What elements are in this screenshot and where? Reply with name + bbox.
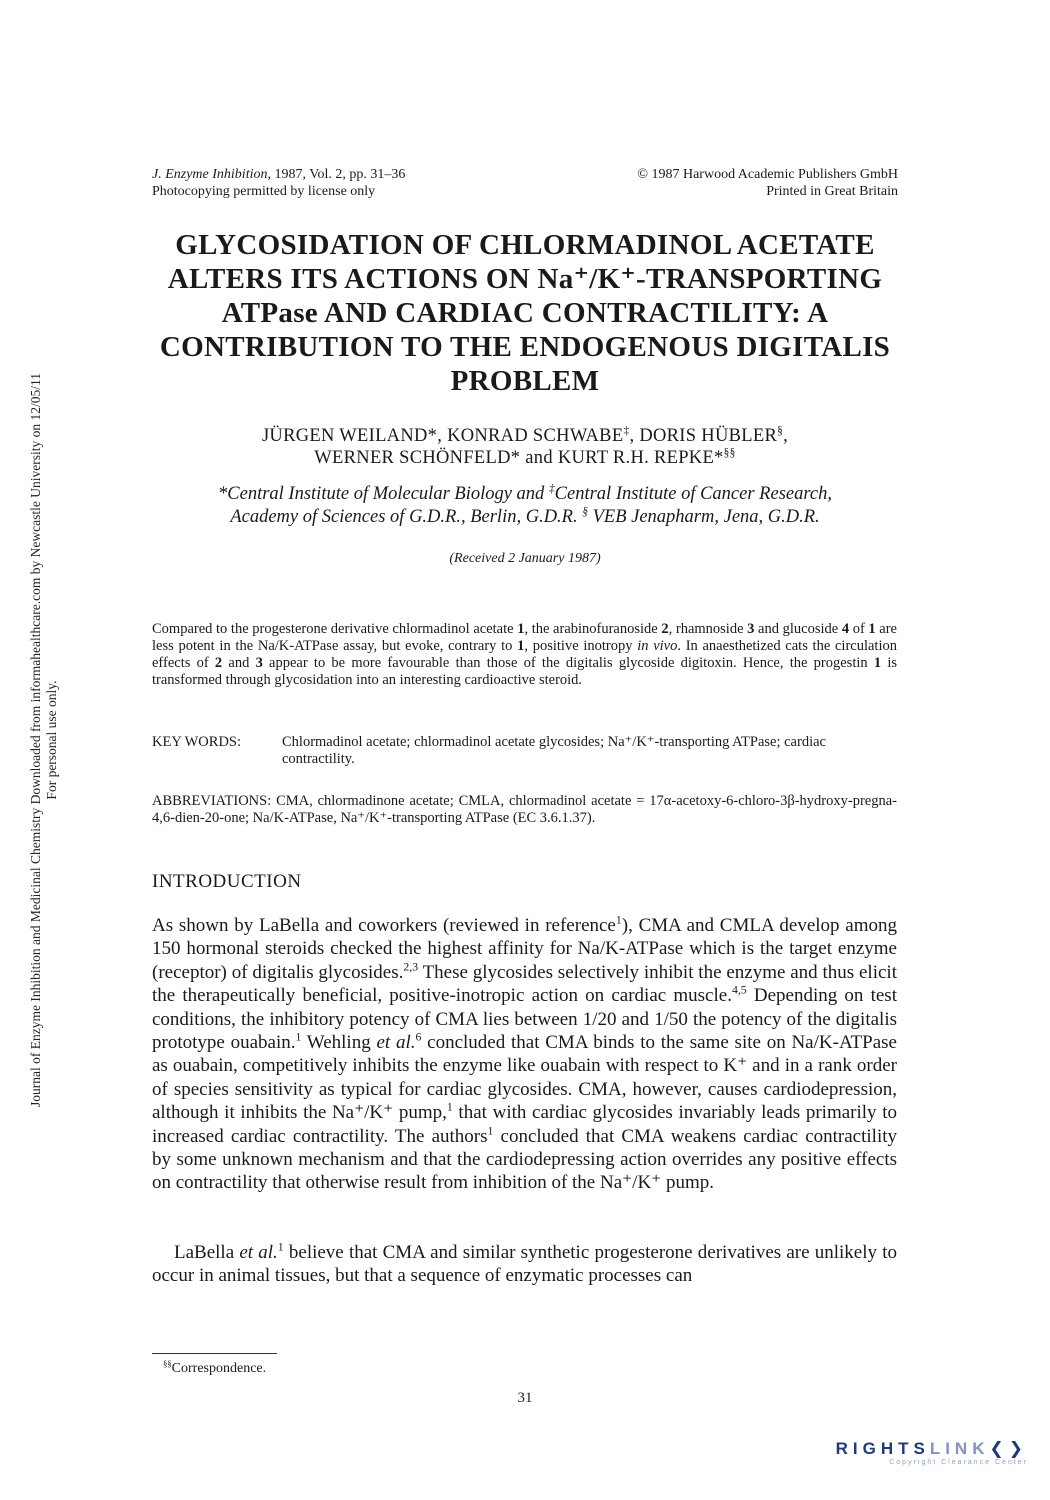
author-schonfeld: WERNER SCHÖNFELD* xyxy=(314,448,521,468)
author-mark: ‡ xyxy=(623,424,630,437)
affiliation-text: Academy of Sciences of G.D.R., Berlin, G.D.R. xyxy=(230,507,583,527)
logo-arrow-icon: ❮❯ xyxy=(989,1439,1028,1458)
affiliation-text: VEB Jenapharm, Jena, G.D.R. xyxy=(587,507,820,527)
citation-ref: 2,3 xyxy=(403,960,419,974)
watermark-line-1: Journal of Enzyme Inhibition and Medicinal Chemistry Downloaded from informahealthcare.com by Newcastle University on 12/05/11 xyxy=(28,373,43,1107)
publisher-header xyxy=(637,166,898,200)
author-conjunction: and xyxy=(525,448,553,468)
affiliation-text: *Central Institute of Molecular Biology and xyxy=(218,484,549,504)
author-repke: KURT R.H. REPKE* xyxy=(557,448,724,468)
footnote-mark: §§ xyxy=(163,1358,172,1369)
page-number: 31 xyxy=(517,1390,533,1406)
intro-paragraph-2: LaBella et al.$^1$ believe that CMA and similar synthetic progesterone derivatives are unlikely to occur in animal tissues, but that a sequence of enzymatic processes can xyxy=(152,1240,897,1287)
author-mark: § xyxy=(777,424,784,437)
journal-name: J. Enzyme Inhibition xyxy=(152,167,268,182)
intro-paragraph-1: As shown by LaBella and coworkers (reviewed in reference$^1$), CMA and CMLA develop among 150 hormonal steroids checked the highest affinity for Na/K-ATPase which is the target enzyme (receptor) of digitalis glycosides.$^{2,3}$ These glycosides selectively inhibit the enzyme and thus elicit the therapeutically beneficial, positive-inotropic action on cardiac muscle.$^{4,5}$ Depending on test conditions, the inhibitory potency of CMA lies between 1/20 and 1/50 the potency of the digitalis prototype ouabain.$^1$ Wehling et al.$^6$ concluded that CMA binds to the same site on Na/K-ATPase as ouabain, competitively inhibits the enzyme like ouabain with respect to K⁺ and in a rank order of species sensitivity as typical for cardiac glycosides. CMA, however, causes cardiodepression, although it inhibits the Na⁺/K⁺ pump,$^1$ that with cardiac glycosides invariably leads primarily to increased cardiac contractility. The authors$^1$ concluded that CMA weakens cardiac contractility by some unknown mechanism and that the cardiodepressing action overrides any positive effects on contractility that otherwise result from inhibition of the Na⁺/K⁺ pump. xyxy=(152,913,898,1194)
keywords-label: KEY WORDS: xyxy=(152,734,242,750)
license-note: Photocopying permitted by license only xyxy=(152,184,376,199)
citation-ref: 1 xyxy=(615,913,622,927)
citation-ref: 1 xyxy=(295,1030,302,1044)
citation-ref: 1 xyxy=(487,1124,494,1138)
affiliation-text: Central Institute of Cancer Research, xyxy=(554,484,832,504)
affiliation-mark: ‡ xyxy=(548,482,555,495)
printed-line: Printed in Great Britain xyxy=(766,184,898,199)
author-mark: §§ xyxy=(723,446,736,459)
watermark-line-2: For personal use only. xyxy=(44,680,59,800)
footnote-rule xyxy=(152,1353,277,1354)
author-weiland: JÜRGEN WEILAND* xyxy=(261,426,438,446)
affiliation-mark: § xyxy=(582,505,588,518)
copyright-line: © 1987 Harwood Academic Publishers GmbH xyxy=(637,167,898,182)
author-hubler: DORIS HÜBLER xyxy=(639,426,778,446)
logo-part-2: LINK xyxy=(929,1439,990,1458)
author-schwabe: KONRAD SCHWABE xyxy=(447,426,624,446)
logo-subtitle: Copyright Clearance Center xyxy=(889,1459,1028,1466)
journal-citation: , 1987, Vol. 2, pp. 31–36 xyxy=(267,167,406,182)
citation-ref: 6 xyxy=(415,1030,422,1044)
affiliations xyxy=(120,483,930,529)
received-date: (Received 2 January 1987) xyxy=(449,551,601,566)
paper-title: GLYCOSIDATION OF CHLORMADINOL ACETATE ALTERS ITS ACTIONS ON Na⁺/K⁺-TRANSPORTING ATPase AND CARDIAC CONTRACTILITY: A CONTRIBUTION TO THE ENDOGENOUS DIGITALIS PROBLEM xyxy=(159,229,891,397)
footnote: §§Correspondence. xyxy=(163,1358,267,1376)
journal-header xyxy=(152,166,405,200)
rightslink-logo[interactable] xyxy=(836,1439,1028,1466)
section-heading-introduction: INTRODUCTION xyxy=(152,871,302,892)
citation-ref: 1 xyxy=(446,1100,453,1114)
citation-ref: 1 xyxy=(277,1240,284,1254)
logo-part-1: RIGHTS xyxy=(835,1439,930,1458)
download-watermark xyxy=(28,290,60,1190)
abbreviations: ABBREVIATIONS: CMA, chlormadinone acetate; CMLA, chlormadinol acetate = 17α-acetoxy-6-chloro-3β-hydroxy-pregna-4,6-dien-20-one; Na/K-ATPase, Na⁺/K⁺-transporting ATPase (EC 3.6.1.37). xyxy=(152,793,897,826)
keywords-text: Chlormadinol acetate; chlormadinol acetate glycosides; Na⁺/K⁺-transporting ATPase; cardiac contractility. xyxy=(282,734,826,767)
abstract: Compared to the progesterone derivative chlormadinol acetate 1, the arabinofuranoside 2, rhamnoside 3 and glucoside 4 of 1 are less potent in the Na/K-ATPase assay, but evoke, contrary to 1, positive inotropy in vivo. In anaesthetized cats the circulation effects of 2 and 3 appear to be more favourable than those of the digitalis glycoside digitoxin. Hence, the progestin 1 is transformed through glycosidation into an interesting cardioactive steroid. xyxy=(152,621,898,688)
citation-ref: 4,5 xyxy=(731,983,747,997)
author-list: JÜRGEN WEILAND*, KONRAD SCHWABE‡, DORIS HÜBLER§, WERNER SCHÖNFELD* and KURT R.H. REPKE*§§ xyxy=(261,424,789,468)
